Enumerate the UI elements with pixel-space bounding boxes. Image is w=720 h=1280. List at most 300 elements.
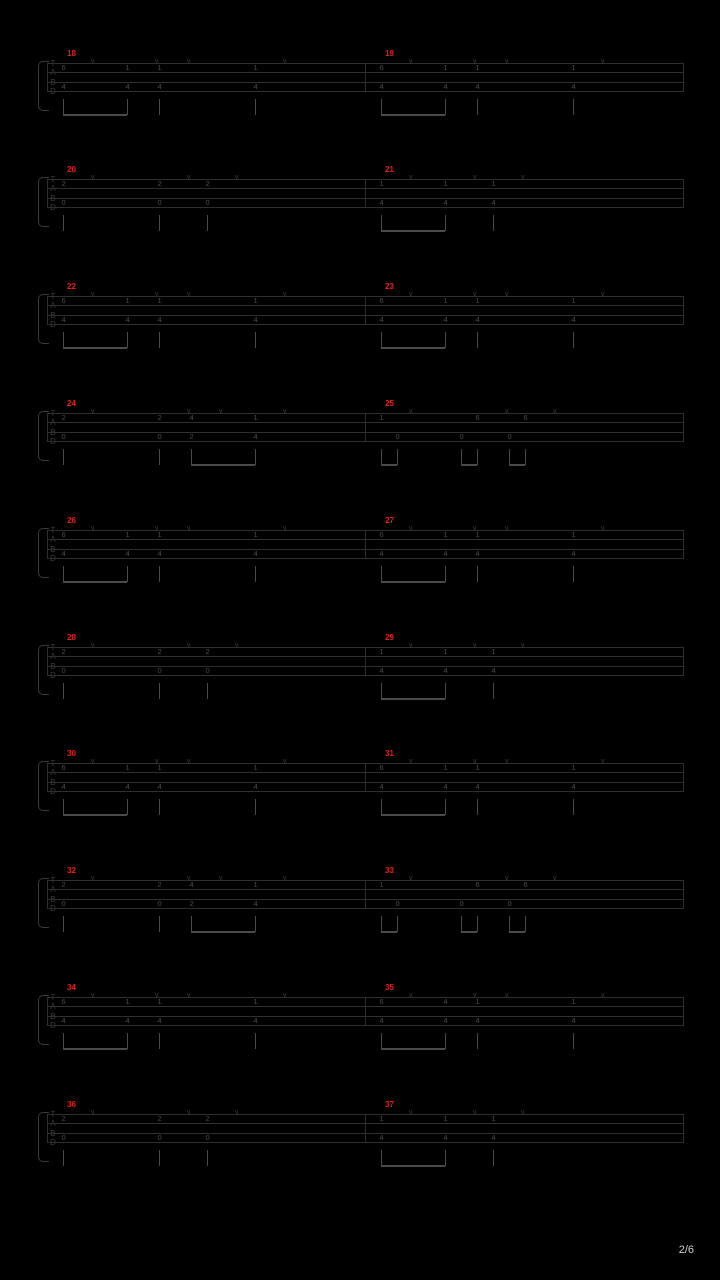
tab-note: 4 bbox=[443, 1015, 448, 1025]
barline bbox=[47, 1114, 48, 1142]
tab-note: 0 bbox=[507, 431, 512, 441]
tab-note: 4 bbox=[253, 781, 258, 791]
tab-note: 4 bbox=[61, 314, 66, 324]
tab-system bbox=[0, 516, 720, 640]
tab-note: 4 bbox=[443, 314, 448, 324]
tab-note: 4 bbox=[157, 548, 162, 558]
tab-note: 4 bbox=[253, 431, 258, 441]
note-stem bbox=[255, 1033, 256, 1049]
pick-direction-icon: v bbox=[91, 291, 95, 298]
tab-note: 1 bbox=[253, 997, 258, 1007]
pick-direction-icon: v bbox=[601, 291, 605, 298]
barline bbox=[365, 647, 366, 675]
tab-note: 4 bbox=[253, 81, 258, 91]
tab-note: 1 bbox=[443, 763, 448, 773]
note-stem bbox=[493, 683, 494, 699]
pick-direction-icon: v bbox=[283, 525, 287, 532]
tab-note: 4 bbox=[443, 781, 448, 791]
barline bbox=[683, 997, 684, 1025]
tab-note: 2 bbox=[157, 179, 162, 189]
pick-direction-icon: v bbox=[409, 1109, 413, 1116]
note-stem bbox=[477, 916, 478, 932]
tab-note: 4 bbox=[253, 548, 258, 558]
pick-direction-icon: v bbox=[521, 174, 525, 181]
barline bbox=[683, 647, 684, 675]
measure-number: 35 bbox=[385, 983, 394, 992]
barline bbox=[683, 530, 684, 558]
tab-note: 1 bbox=[253, 296, 258, 306]
tab-note: 6 bbox=[61, 530, 66, 540]
tab-note: 1 bbox=[253, 413, 258, 423]
beam bbox=[381, 1048, 445, 1050]
tab-note: 2 bbox=[61, 179, 66, 189]
tab-note: 0 bbox=[157, 898, 162, 908]
note-stem bbox=[207, 215, 208, 231]
barline bbox=[365, 997, 366, 1025]
tab-note: 4 bbox=[125, 548, 130, 558]
tab-note: 1 bbox=[443, 179, 448, 189]
measure-number: 24 bbox=[67, 399, 76, 408]
tab-note: 6 bbox=[379, 530, 384, 540]
note-stem bbox=[445, 683, 446, 699]
note-stem bbox=[477, 1033, 478, 1049]
pick-direction-icon: v bbox=[155, 525, 159, 532]
tab-note: 4 bbox=[253, 898, 258, 908]
tab-note: 0 bbox=[205, 665, 210, 675]
tab-note: 0 bbox=[61, 197, 66, 207]
pick-direction-icon: v bbox=[235, 642, 239, 649]
tab-note: 1 bbox=[475, 530, 480, 540]
tab-note: 4 bbox=[125, 81, 130, 91]
tab-note: 6 bbox=[379, 997, 384, 1007]
tab-system bbox=[0, 49, 720, 173]
tab-note: 0 bbox=[157, 665, 162, 675]
note-stem bbox=[493, 1150, 494, 1166]
tab-note: 4 bbox=[189, 880, 194, 890]
pick-direction-icon: v bbox=[505, 58, 509, 65]
pick-direction-icon: v bbox=[187, 758, 191, 765]
note-stem bbox=[493, 215, 494, 231]
tab-note: 4 bbox=[157, 81, 162, 91]
tab-note: 0 bbox=[205, 197, 210, 207]
pick-direction-icon: v bbox=[235, 174, 239, 181]
pick-direction-icon: v bbox=[283, 992, 287, 999]
tab-note: 1 bbox=[571, 763, 576, 773]
tab-note: 4 bbox=[379, 1132, 384, 1142]
tab-system bbox=[0, 282, 720, 406]
tab-note: 1 bbox=[253, 530, 258, 540]
note-stem bbox=[381, 1150, 382, 1166]
tab-note: 2 bbox=[61, 413, 66, 423]
pick-direction-icon: v bbox=[91, 525, 95, 532]
tab-note: 4 bbox=[125, 314, 130, 324]
tab-note: 2 bbox=[157, 1114, 162, 1124]
note-stem bbox=[381, 449, 382, 465]
tab-note: 2 bbox=[189, 431, 194, 441]
note-stem bbox=[381, 799, 382, 815]
beam bbox=[381, 698, 445, 700]
tab-note: 6 bbox=[379, 296, 384, 306]
tab-note: 1 bbox=[571, 530, 576, 540]
tab-system bbox=[0, 633, 720, 757]
pick-direction-icon: v bbox=[505, 758, 509, 765]
barline bbox=[47, 179, 48, 207]
pick-direction-icon: v bbox=[219, 408, 223, 415]
note-stem bbox=[381, 99, 382, 115]
pick-direction-icon: v bbox=[283, 291, 287, 298]
pick-direction-icon: v bbox=[187, 408, 191, 415]
pick-direction-icon: v bbox=[187, 174, 191, 181]
tab-note: 4 bbox=[443, 81, 448, 91]
pick-direction-icon: v bbox=[409, 58, 413, 65]
note-stem bbox=[63, 1033, 64, 1049]
tab-note: 4 bbox=[379, 665, 384, 675]
pick-direction-icon: v bbox=[187, 875, 191, 882]
tab-note: 1 bbox=[379, 1114, 384, 1124]
beam bbox=[381, 1165, 445, 1167]
tab-note: 4 bbox=[475, 1015, 480, 1025]
beam bbox=[381, 347, 445, 349]
pick-direction-icon: v bbox=[601, 992, 605, 999]
tab-note: 4 bbox=[379, 1015, 384, 1025]
beam bbox=[63, 814, 127, 816]
tab-note: 0 bbox=[459, 431, 464, 441]
pick-direction-icon: v bbox=[473, 291, 477, 298]
barline bbox=[365, 530, 366, 558]
tab-note: 6 bbox=[61, 997, 66, 1007]
pick-direction-icon: v bbox=[155, 758, 159, 765]
pick-direction-icon: v bbox=[601, 758, 605, 765]
beam bbox=[381, 814, 445, 816]
note-stem bbox=[127, 799, 128, 815]
tab-system bbox=[0, 1100, 720, 1224]
measure-number: 18 bbox=[67, 49, 76, 58]
barline bbox=[47, 997, 48, 1025]
tab-note: 1 bbox=[253, 63, 258, 73]
note-stem bbox=[397, 916, 398, 932]
note-stem bbox=[445, 99, 446, 115]
barline bbox=[47, 530, 48, 558]
barline bbox=[365, 1114, 366, 1142]
beam bbox=[381, 230, 445, 232]
tab-note: 4 bbox=[475, 81, 480, 91]
note-stem bbox=[159, 799, 160, 815]
pick-direction-icon: v bbox=[91, 58, 95, 65]
tab-system bbox=[0, 399, 720, 523]
measure-number: 25 bbox=[385, 399, 394, 408]
tab-note: 4 bbox=[379, 197, 384, 207]
pick-direction-icon: v bbox=[91, 992, 95, 999]
pick-direction-icon: v bbox=[235, 1109, 239, 1116]
pick-direction-icon: v bbox=[283, 408, 287, 415]
note-stem bbox=[573, 799, 574, 815]
tab-note: 0 bbox=[61, 665, 66, 675]
note-stem bbox=[525, 916, 526, 932]
tab-note: 6 bbox=[523, 413, 528, 423]
tab-note: 4 bbox=[443, 197, 448, 207]
note-stem bbox=[255, 449, 256, 465]
barline bbox=[365, 763, 366, 791]
tab-note: 1 bbox=[443, 530, 448, 540]
note-stem bbox=[159, 916, 160, 932]
beam bbox=[381, 581, 445, 583]
barline bbox=[365, 179, 366, 207]
pick-direction-icon: v bbox=[409, 758, 413, 765]
measure-number: 31 bbox=[385, 749, 394, 758]
tab-note: 0 bbox=[157, 431, 162, 441]
barline bbox=[683, 763, 684, 791]
measure-number: 23 bbox=[385, 282, 394, 291]
tab-note: 6 bbox=[61, 763, 66, 773]
tab-note: 2 bbox=[205, 179, 210, 189]
tab-note: 4 bbox=[253, 314, 258, 324]
tab-note: 1 bbox=[379, 880, 384, 890]
pick-direction-icon: v bbox=[283, 875, 287, 882]
pick-direction-icon: v bbox=[505, 525, 509, 532]
beam bbox=[63, 114, 127, 116]
beam bbox=[509, 464, 525, 466]
pick-direction-icon: v bbox=[187, 525, 191, 532]
pick-direction-icon: v bbox=[553, 408, 557, 415]
tab-note: 0 bbox=[157, 197, 162, 207]
note-stem bbox=[127, 332, 128, 348]
beam bbox=[381, 464, 397, 466]
tab-note: 0 bbox=[395, 898, 400, 908]
measure-number: 37 bbox=[385, 1100, 394, 1109]
measure-number: 30 bbox=[67, 749, 76, 758]
measure-number: 20 bbox=[67, 165, 76, 174]
tab-note: 4 bbox=[61, 81, 66, 91]
tab-note: 1 bbox=[443, 63, 448, 73]
tab-note: 0 bbox=[61, 898, 66, 908]
tab-note: 1 bbox=[491, 179, 496, 189]
pick-direction-icon: v bbox=[505, 291, 509, 298]
tab-note: 4 bbox=[379, 81, 384, 91]
pick-direction-icon: v bbox=[473, 174, 477, 181]
tab-note: 4 bbox=[379, 781, 384, 791]
tab-note: 4 bbox=[475, 781, 480, 791]
pick-direction-icon: v bbox=[521, 1109, 525, 1116]
tab-note: 2 bbox=[205, 647, 210, 657]
tab-note: 1 bbox=[157, 63, 162, 73]
note-stem bbox=[381, 566, 382, 582]
barline bbox=[47, 763, 48, 791]
beam bbox=[381, 114, 445, 116]
tab-note: 4 bbox=[125, 1015, 130, 1025]
beam bbox=[191, 931, 255, 933]
note-stem bbox=[63, 1150, 64, 1166]
pick-direction-icon: v bbox=[91, 408, 95, 415]
note-stem bbox=[159, 449, 160, 465]
note-stem bbox=[255, 566, 256, 582]
tab-note: 0 bbox=[507, 898, 512, 908]
measure-number: 33 bbox=[385, 866, 394, 875]
note-stem bbox=[255, 99, 256, 115]
note-stem bbox=[509, 449, 510, 465]
beam bbox=[63, 1048, 127, 1050]
barline bbox=[365, 63, 366, 91]
note-stem bbox=[159, 215, 160, 231]
tab-note: 1 bbox=[157, 530, 162, 540]
pick-direction-icon: v bbox=[155, 291, 159, 298]
tab-note: 1 bbox=[157, 763, 162, 773]
pick-direction-icon: v bbox=[473, 758, 477, 765]
pick-direction-icon: v bbox=[409, 408, 413, 415]
note-stem bbox=[381, 1033, 382, 1049]
pick-direction-icon: v bbox=[601, 525, 605, 532]
note-stem bbox=[381, 683, 382, 699]
note-stem bbox=[207, 1150, 208, 1166]
measure-number: 22 bbox=[67, 282, 76, 291]
note-stem bbox=[445, 566, 446, 582]
tab-note: 1 bbox=[475, 296, 480, 306]
measure-number: 29 bbox=[385, 633, 394, 642]
note-stem bbox=[381, 215, 382, 231]
note-stem bbox=[477, 99, 478, 115]
note-stem bbox=[63, 215, 64, 231]
note-stem bbox=[207, 683, 208, 699]
tab-note: 4 bbox=[157, 781, 162, 791]
tab-note: 4 bbox=[475, 314, 480, 324]
tab-note: 4 bbox=[491, 197, 496, 207]
tab-note: 1 bbox=[125, 997, 130, 1007]
tab-note: 0 bbox=[157, 1132, 162, 1142]
tab-note: 4 bbox=[491, 1132, 496, 1142]
pick-direction-icon: v bbox=[91, 642, 95, 649]
note-stem bbox=[445, 215, 446, 231]
tab-note: 4 bbox=[61, 1015, 66, 1025]
tab-note: 4 bbox=[443, 1132, 448, 1142]
tab-note: 1 bbox=[475, 997, 480, 1007]
pick-direction-icon: v bbox=[409, 992, 413, 999]
note-stem bbox=[445, 1033, 446, 1049]
note-stem bbox=[461, 449, 462, 465]
measure-number: 36 bbox=[67, 1100, 76, 1109]
tab-note: 1 bbox=[253, 763, 258, 773]
tab-note: 2 bbox=[157, 880, 162, 890]
pick-direction-icon: v bbox=[187, 992, 191, 999]
tab-note: 1 bbox=[125, 296, 130, 306]
note-stem bbox=[63, 449, 64, 465]
tab-note: 6 bbox=[379, 763, 384, 773]
note-stem bbox=[159, 1033, 160, 1049]
tab-note: 6 bbox=[475, 413, 480, 423]
tab-note: 4 bbox=[571, 1015, 576, 1025]
tab-note: 6 bbox=[61, 296, 66, 306]
tab-note: 1 bbox=[157, 296, 162, 306]
tab-note: 2 bbox=[189, 898, 194, 908]
note-stem bbox=[477, 799, 478, 815]
pick-direction-icon: v bbox=[409, 525, 413, 532]
pick-direction-icon: v bbox=[409, 642, 413, 649]
tab-note: 1 bbox=[571, 296, 576, 306]
tab-note: 4 bbox=[157, 314, 162, 324]
tab-note: 6 bbox=[523, 880, 528, 890]
note-stem bbox=[573, 1033, 574, 1049]
barline bbox=[683, 63, 684, 91]
note-stem bbox=[63, 99, 64, 115]
note-stem bbox=[255, 799, 256, 815]
pick-direction-icon: v bbox=[283, 58, 287, 65]
pick-direction-icon: v bbox=[91, 1109, 95, 1116]
measure-number: 19 bbox=[385, 49, 394, 58]
pick-direction-icon: v bbox=[473, 1109, 477, 1116]
tab-note: 4 bbox=[443, 665, 448, 675]
tab-note: 6 bbox=[61, 63, 66, 73]
measure-number: 21 bbox=[385, 165, 394, 174]
tab-note: 0 bbox=[395, 431, 400, 441]
tab-note: 2 bbox=[157, 413, 162, 423]
barline bbox=[47, 647, 48, 675]
tab-note: 6 bbox=[379, 63, 384, 73]
note-stem bbox=[381, 332, 382, 348]
tab-system bbox=[0, 749, 720, 873]
tab-note: 1 bbox=[491, 1114, 496, 1124]
pick-direction-icon: v bbox=[91, 174, 95, 181]
note-stem bbox=[477, 566, 478, 582]
note-stem bbox=[63, 799, 64, 815]
tab-note: 1 bbox=[443, 296, 448, 306]
note-stem bbox=[63, 566, 64, 582]
tab-note: 4 bbox=[571, 548, 576, 558]
note-stem bbox=[509, 916, 510, 932]
tab-note: 1 bbox=[443, 647, 448, 657]
tab-note: 1 bbox=[571, 997, 576, 1007]
tab-note: 4 bbox=[61, 781, 66, 791]
measure-number: 34 bbox=[67, 983, 76, 992]
tab-note: 0 bbox=[61, 431, 66, 441]
beam bbox=[63, 581, 127, 583]
measure-number: 26 bbox=[67, 516, 76, 525]
note-stem bbox=[573, 99, 574, 115]
beam bbox=[381, 931, 397, 933]
tab-note: 2 bbox=[61, 647, 66, 657]
tab-note: 4 bbox=[571, 781, 576, 791]
tab-note: 4 bbox=[571, 314, 576, 324]
note-stem bbox=[445, 1150, 446, 1166]
tab-note: 1 bbox=[157, 997, 162, 1007]
pick-direction-icon: v bbox=[505, 875, 509, 882]
tab-note: 1 bbox=[125, 530, 130, 540]
barline bbox=[365, 880, 366, 908]
tab-note: 1 bbox=[379, 647, 384, 657]
tab-note: 4 bbox=[443, 997, 448, 1007]
pick-direction-icon: v bbox=[187, 642, 191, 649]
measure-number: 28 bbox=[67, 633, 76, 642]
note-stem bbox=[159, 566, 160, 582]
pick-direction-icon: v bbox=[473, 58, 477, 65]
note-stem bbox=[159, 332, 160, 348]
tab-system bbox=[0, 165, 720, 289]
pick-direction-icon: v bbox=[91, 875, 95, 882]
tab-note: 1 bbox=[571, 63, 576, 73]
pick-direction-icon: v bbox=[155, 58, 159, 65]
tab-note: 4 bbox=[61, 548, 66, 558]
note-stem bbox=[127, 99, 128, 115]
tab-note: 1 bbox=[491, 647, 496, 657]
note-stem bbox=[191, 449, 192, 465]
tab-note: 0 bbox=[61, 1132, 66, 1142]
tab-note: 4 bbox=[379, 548, 384, 558]
pick-direction-icon: v bbox=[283, 758, 287, 765]
barline bbox=[683, 1114, 684, 1142]
tab-note: 4 bbox=[491, 665, 496, 675]
note-stem bbox=[255, 332, 256, 348]
tab-note: 4 bbox=[157, 1015, 162, 1025]
pick-direction-icon: v bbox=[409, 875, 413, 882]
note-stem bbox=[525, 449, 526, 465]
note-stem bbox=[63, 332, 64, 348]
